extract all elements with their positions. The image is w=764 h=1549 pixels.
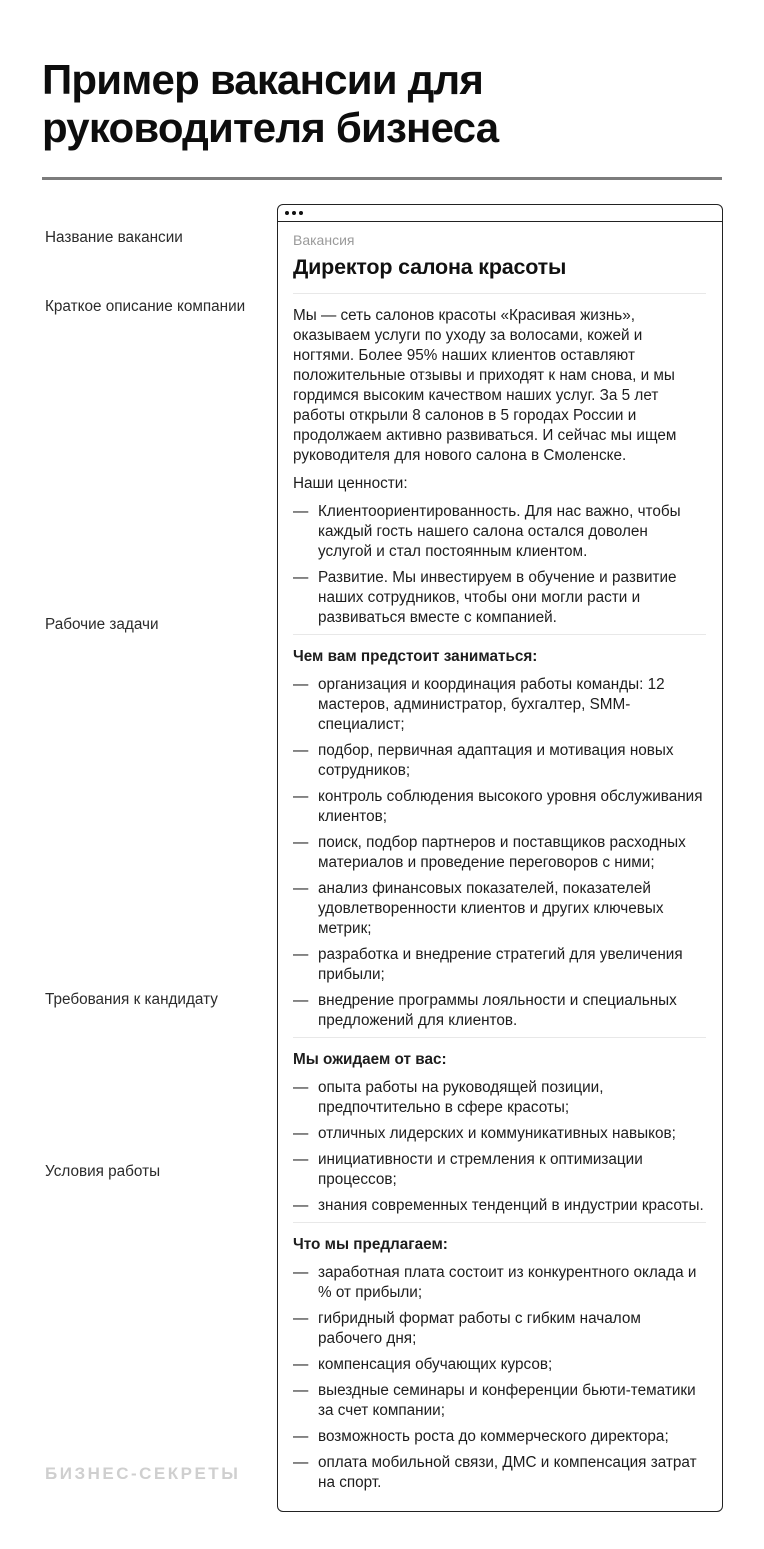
bullet-text: анализ финансовых показателей, показателей удовлетворенности клиентов и других ключевых метрик;: [318, 880, 664, 937]
bullet-item: [293, 1381, 706, 1421]
bullet-item: [293, 1078, 706, 1118]
bullet-text: Клиентоориентированность. Для нас важно, чтобы каждый гость нашего салона остался доволен услугой и стал постоянным клиентом.: [318, 503, 681, 560]
bullet-text: Развитие. Мы инвестируем в обучение и развитие наших сотрудников, чтобы они могли расти и развиваться вместе с компанией.: [318, 569, 677, 626]
bullet-text: возможность роста до коммерческого директора;: [318, 1428, 669, 1445]
bullet-text: контроль соблюдения высокого уровня обслуживания клиентов;: [318, 788, 703, 825]
bullet-item: [293, 833, 706, 873]
bullet-item: [293, 1427, 706, 1447]
bullet-dash-marker: —: [293, 1079, 309, 1096]
title-divider: [42, 177, 722, 180]
bullet-text: заработная плата состоит из конкурентного оклада и % от прибыли;: [318, 1264, 697, 1301]
bullet-dash-marker: —: [293, 788, 309, 805]
bullet-dash-marker: —: [293, 676, 309, 693]
bullet-item: [293, 1453, 706, 1493]
window-dot-icon: [285, 211, 289, 215]
bullet-dash-marker: —: [293, 1428, 309, 1445]
bullet-item: [293, 1263, 706, 1303]
window-dot-icon: [299, 211, 303, 215]
section-heading: Что мы предлагаем:: [293, 1236, 448, 1253]
bullet-dash-marker: —: [293, 503, 309, 520]
bullet-dash-marker: —: [293, 742, 309, 759]
section-paragraph: Мы — сеть салонов красоты «Красивая жизнь», оказываем услуги по уходу за волосами, кожей и ногтями. Более 95% наших клиентов оставляют положительные отзывы и приходят к нам снова, и мы гордимся высоким качеством наших услуг. За 5 лет работы открыли 8 салонов в 5 городах России и продолжаем активно развиваться. И сейчас мы ищем руководителя для нового салона в Смоленске.: [293, 307, 677, 464]
window-titlebar: [278, 205, 722, 222]
vacancy-card-body: [278, 222, 722, 1511]
row-label-candidate-requirements: Требования к кандидату: [45, 991, 218, 1008]
bullet-dash-marker: —: [293, 834, 309, 851]
bullet-text: гибридный формат работы с гибким началом рабочего дня;: [318, 1310, 641, 1347]
bullet-dash-marker: —: [293, 1356, 309, 1373]
vacancy-sections: [293, 293, 706, 1493]
bullet-dash-marker: —: [293, 1264, 309, 1281]
bullet-text: разработка и внедрение стратегий для увеличения прибыли;: [318, 946, 683, 983]
bullet-text: знания современных тенденций в индустрии красоты.: [318, 1197, 704, 1214]
bullet-item: [293, 741, 706, 781]
bullet-text: выездные семинары и конференции бьюти-тематики за счет компании;: [318, 1382, 696, 1419]
bullet-dash-marker: —: [293, 1151, 309, 1168]
page-title: Пример вакансии для руководителя бизнеса: [42, 56, 499, 151]
vacancy-section: [293, 293, 706, 628]
vacancy-section: [293, 1037, 706, 1216]
row-label-vacancy-name: Название вакансии: [45, 229, 183, 246]
window-dot-icon: [292, 211, 296, 215]
section-paragraph: Наши ценности:: [293, 475, 408, 492]
row-label-work-conditions: Условия работы: [45, 1163, 161, 1180]
vacancy-title: Директор салона красоты: [293, 255, 567, 279]
bullet-item: [293, 568, 706, 628]
bullet-item: [293, 1196, 706, 1216]
vacancy-section: [293, 634, 706, 1031]
brand-logo: БИЗНЕС-СЕКРЕТЫ: [45, 1464, 241, 1483]
bullet-item: [293, 991, 706, 1031]
bullet-item: [293, 675, 706, 735]
bullet-text: оплата мобильной связи, ДМС и компенсация затрат на спорт.: [318, 1454, 697, 1491]
bullet-dash-marker: —: [293, 1310, 309, 1327]
bullet-dash-marker: —: [293, 1197, 309, 1214]
vacancy-kicker: Вакансия: [293, 232, 355, 248]
vacancy-card: [277, 204, 723, 1512]
bullet-text: поиск, подбор партнеров и поставщиков расходных материалов и проведение переговоров с ними;: [318, 834, 686, 871]
bullet-item: [293, 945, 706, 985]
row-label-company-description: Краткое описание компании: [45, 298, 246, 315]
bullet-item: [293, 879, 706, 939]
bullet-text: опыта работы на руководящей позиции, предпочтительно в сфере красоты;: [318, 1079, 604, 1116]
row-label-job-tasks: Рабочие задачи: [45, 616, 159, 633]
bullet-dash-marker: —: [293, 880, 309, 897]
bullet-item: [293, 1355, 706, 1375]
bullet-dash-marker: —: [293, 1125, 309, 1142]
bullet-dash-marker: —: [293, 1454, 309, 1471]
bullet-item: [293, 1124, 706, 1144]
vacancy-section: [293, 1222, 706, 1493]
bullet-dash-marker: —: [293, 569, 309, 586]
bullet-item: [293, 1150, 706, 1190]
bullet-text: подбор, первичная адаптация и мотивация новых сотрудников;: [318, 742, 674, 779]
section-heading: Чем вам предстоит заниматься:: [293, 648, 538, 665]
bullet-item: [293, 1309, 706, 1349]
section-heading: Мы ожидаем от вас:: [293, 1051, 447, 1068]
bullet-dash-marker: —: [293, 946, 309, 963]
bullet-text: внедрение программы лояльности и специальных предложений для клиентов.: [318, 992, 677, 1029]
bullet-text: компенсация обучающих курсов;: [318, 1356, 553, 1373]
bullet-dash-marker: —: [293, 1382, 309, 1399]
bullet-text: отличных лидерских и коммуникативных навыков;: [318, 1125, 676, 1142]
bullet-text: организация и координация работы команды: 12 мастеров, администратор, бухгалтер, SMM-специалист;: [318, 676, 665, 733]
bullet-text: инициативности и стремления к оптимизации процессов;: [318, 1151, 643, 1188]
bullet-item: [293, 502, 706, 562]
bullet-item: [293, 787, 706, 827]
bullet-dash-marker: —: [293, 992, 309, 1009]
